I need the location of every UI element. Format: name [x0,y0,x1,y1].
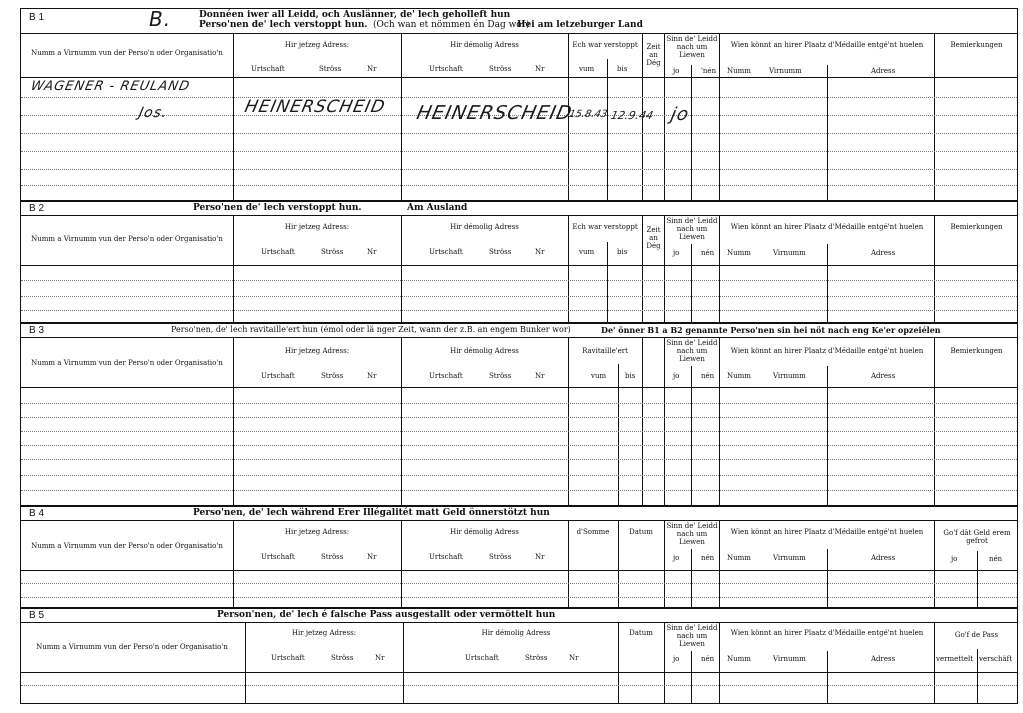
col-number: Nr [535,65,545,73]
col-time: Zeit an Dég [646,43,661,68]
col-time: Zeit an Dég [646,226,661,251]
section-b1 [20,8,1018,201]
col-first-name: Numm [727,554,751,562]
col-pass: Go'f de Pass [954,631,999,639]
section-code: B 3 [29,325,45,336]
col-to: bis [617,248,628,256]
entry-first-name: Jos. [137,105,170,121]
section-b4 [20,506,1018,608]
col-medal: Wien könnt an hirer Plaatz d'Médaille entgé'nt huelen [730,347,924,355]
section-title: Perso'nen, de' lech während Erer Illégalitét matt Geld önnerstötzt hun [193,508,550,518]
entry-former-locality: HEINERSCHEID [414,102,575,124]
col-street: Ströss [489,248,512,256]
col-number: Nr [569,654,579,662]
col-yes: jo [673,249,680,257]
col-locality: Urtschaft [429,65,463,73]
col-from: vum [579,248,595,256]
col-number: Nr [535,248,545,256]
col-locality: Urtschaft [251,65,285,73]
col-given-name: Virnumm [773,554,806,562]
col-no: nén [701,655,715,663]
col-name: Numm a Virnumm vun der Perso'n oder Organisatio'n [31,49,223,57]
col-no: nén [701,372,715,380]
col-yes: jo [673,554,680,562]
section-region: Am Ausland [407,203,468,213]
col-no: nén [701,249,715,257]
col-yes: jo [673,372,680,380]
col-street: Ströss [331,654,354,662]
col-hidden: Ech war verstoppt [572,41,638,49]
col-number: Nr [367,372,377,380]
col-first-name: Numm [727,655,751,663]
col-locality: Urtschaft [429,248,463,256]
col-street: Ströss [489,372,512,380]
col-name: Numm a Virnumm vun der Perso'n oder Organisatio'n [31,359,223,367]
col-current-address: Hir jetzeg Adress: [284,528,350,536]
col-from: vum [591,372,607,380]
col-locality: Urtschaft [261,248,295,256]
col-sense: Sinn de' Leidd nach um Liewen [666,522,718,547]
section-title: Perso'nen, de' lech ravitaille'ert hun (émol oder lä nger Zeit, wann der z.B. an engem Bunker wor) [171,325,571,334]
col-street: Ströss [321,248,344,256]
col-locality: Urtschaft [429,553,463,561]
col-sense: Sinn de' Leidd nach um Liewen [666,339,718,364]
section-b1-titlebar [21,9,1017,34]
section-b4-titlebar [21,507,1017,521]
col-address: Adress [871,249,896,257]
col-address: Adress [871,655,896,663]
col-current-address: Hir jetzeg Adress: [284,347,350,355]
col-given-name: Virnumm [773,249,806,257]
col-hidden: Ech war verstoppt [572,223,638,231]
col-from: vum [579,65,595,73]
section-b3 [20,323,1018,506]
col-no: nén [989,555,1003,563]
section-code: B 5 [29,610,45,621]
section-code: B 4 [29,508,45,519]
col-to: bis [625,372,636,380]
section-b3-titlebar [21,324,1017,338]
col-number: Nr [367,248,377,256]
col-no: nén [701,554,715,562]
col-street: Ströss [489,553,512,561]
section-b2-titlebar [21,202,1017,216]
section-b5 [20,608,1018,704]
col-first-name: Numm [727,249,751,257]
section-title: Person'nen, de' lech é falsche Pass ausgestallt oder vermöttelt hun [217,610,556,620]
col-street: Ströss [319,65,342,73]
col-given-name: Virnumm [773,655,806,663]
entry-from: 15.8.43 [567,109,609,120]
col-first-name: Numm [727,372,751,380]
col-number: Nr [367,553,377,561]
col-sum: d'Somme [576,528,610,536]
col-locality: Urtschaft [271,654,305,662]
col-number: Nr [535,553,545,561]
section-title: Perso'nen de' lech verstoppt hun. [199,20,368,30]
col-given-name: Virnumm [769,67,802,75]
col-current-address: Hir jetzeg Adress: [284,223,350,231]
col-former-address: Hir démolig Adress [450,41,519,49]
col-name: Numm a Virnumm vun der Perso'n oder Organisatio'n [36,643,228,651]
col-medal: Wien könnt an hirer Plaatz d'Médaille entgé'nt huelen [730,528,924,536]
col-locality: Urtschaft [465,654,499,662]
entry-sense: jo [668,104,692,125]
col-yes: jo [951,555,958,563]
col-medal: Wien könnt an hirer Plaatz d'Médaille entgé'nt huelen [730,223,924,231]
col-street: Ströss [321,553,344,561]
col-current-address: Hir jetzeg Adress: [284,41,350,49]
form-letter: B. [149,7,172,31]
entry-name: WAGENER - REULAND [29,79,192,94]
col-address: Adress [871,372,896,380]
col-sense: Sinn de' Leidd nach um Liewen [666,217,718,242]
col-medal: Wien könnt an hirer Plaatz d'Médaille entgé'nt huelen [730,629,924,637]
col-former-address: Hir démolig Adress [481,629,551,637]
col-number: Nr [375,654,385,662]
col-name: Numm a Virnumm vun der Perso'n oder Organisatio'n [31,542,223,550]
section-code: B 1 [29,12,45,23]
section-b5-titlebar [21,609,1017,623]
col-locality: Urtschaft [261,553,295,561]
section-note: De' önner B1 a B2 genannte Perso'nen sin hei nöt nach eng Ke'er opzeiélen [601,325,941,335]
entry-to: 12.9.44 [609,109,655,122]
col-street: Ströss [525,654,548,662]
col-issued: vermettelt [936,655,974,663]
col-former-address: Hir démolig Adress [450,528,519,536]
col-obtained: verschäft [979,655,1013,663]
entry-current-locality: HEINERSCHEID [242,97,388,117]
col-former-address: Hir démolig Adress [450,347,519,355]
col-remarks: Bemierkungen [950,41,1003,49]
section-region: Hei am letzeburger Land [517,20,643,30]
col-to: bis [617,65,628,73]
section-b2 [20,201,1018,323]
col-first-name: Numm [727,67,751,75]
form-title: Donnéen iwer all Leidd, och Auslänner, de' lech geholleft hun [199,10,511,20]
col-given-name: Virnumm [773,372,806,380]
col-remarks: Bemierkungen [950,347,1003,355]
section-code: B 2 [29,203,45,214]
col-number: Nr [367,65,377,73]
col-address: Adress [871,67,896,75]
col-locality: Urtschaft [261,372,295,380]
col-current-address: Hir jetzeg Adress: [291,629,357,637]
col-number: Nr [535,372,545,380]
col-sense: Sinn de' Leidd nach um Liewen [666,35,718,60]
col-no: 'nén [701,67,717,75]
col-locality: Urtschaft [429,372,463,380]
col-yes: jo [673,67,680,75]
col-street: Ströss [489,65,512,73]
section-title: Perso'nen de' lech verstoppt hun. [193,203,362,213]
col-sense: Sinn de' Leidd nach um Liewen [666,624,718,649]
col-date: Datum [629,528,653,536]
col-name: Numm a Virnumm vun der Perso'n oder Organisatio'n [31,235,223,243]
col-medal: Wien könnt an hirer Plaatz d'Médaille entgé'nt huelen [730,41,924,49]
col-street: Ströss [321,372,344,380]
col-supplied: Ravitaille'ert [582,347,628,355]
col-yes: jo [673,655,680,663]
col-address: Adress [871,554,896,562]
col-money-asked: Go'f dât Geld erem gefrot [943,529,1011,546]
col-date: Datum [629,629,653,637]
col-former-address: Hir démolig Adress [450,223,519,231]
section-note: (Och wan et nömmen én Dag wor) [373,20,530,30]
col-remarks: Bemierkungen [950,223,1003,231]
